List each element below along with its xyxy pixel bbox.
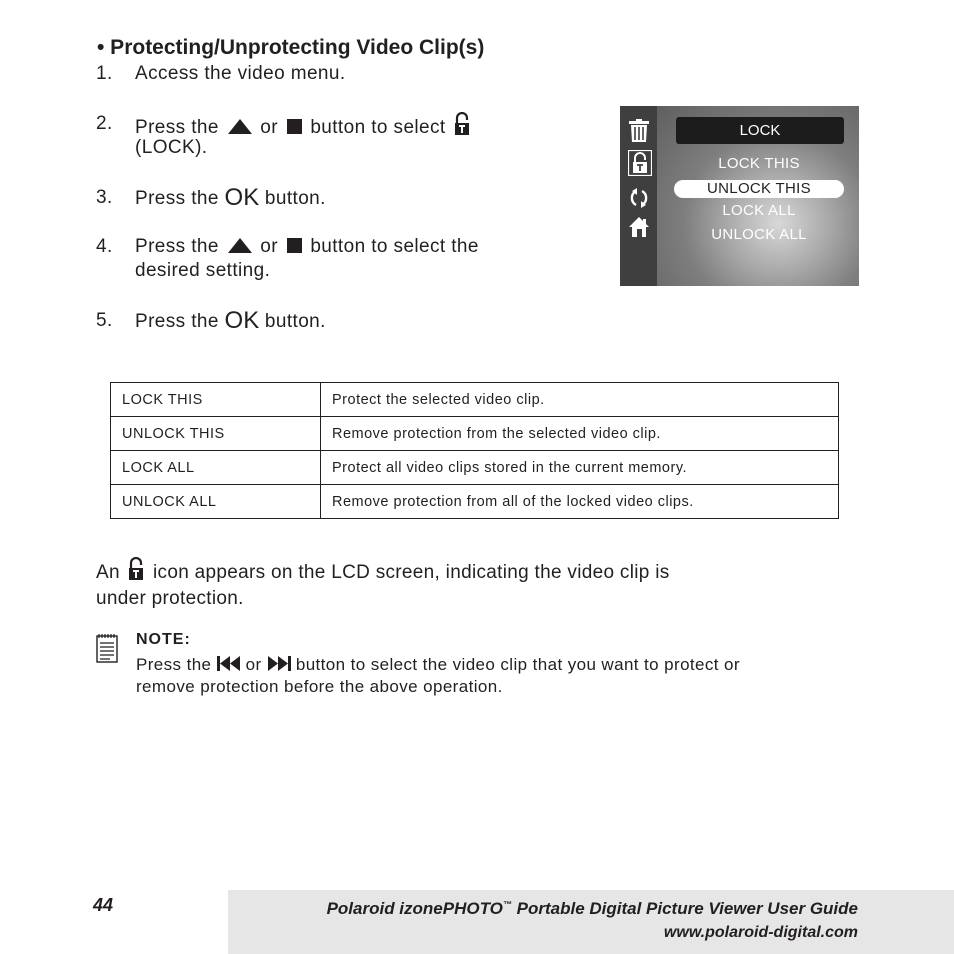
note-post: button to select the video clip that you want to protect or — [295, 655, 740, 674]
note-title: NOTE: — [136, 631, 191, 648]
step-text-or: or — [260, 236, 278, 257]
lock-icon — [628, 150, 652, 176]
option-cell: UNLOCK THIS — [111, 417, 321, 451]
step-text-post: button to select the — [310, 236, 479, 257]
step-number: 3. — [96, 187, 113, 208]
footer-title-pre: Polaroid izonePHOTO — [326, 899, 503, 918]
up-arrow-icon — [228, 238, 252, 253]
ok-button-label: OK — [224, 307, 260, 334]
home-icon — [628, 216, 650, 238]
step-text-post: button. — [264, 311, 326, 332]
lcd-menu-item-unlock-all: UNLOCK ALL — [711, 226, 807, 243]
note-icon — [96, 633, 118, 663]
options-table — [110, 382, 839, 519]
rotate-icon — [628, 188, 650, 208]
step-text-post: button. — [264, 188, 326, 209]
lcd-menu-item-lock-all: LOCK ALL — [722, 202, 796, 219]
up-arrow-icon — [228, 119, 252, 134]
note-line2: remove protection before the above operation. — [136, 677, 503, 696]
step-text: (LOCK). — [135, 137, 208, 158]
step-number: 4. — [96, 236, 113, 257]
option-cell: LOCK THIS — [111, 383, 321, 417]
step-text: desired setting. — [135, 260, 271, 281]
page-number: 44 — [93, 895, 114, 915]
note-body — [136, 654, 740, 698]
step-text-pre: Press the — [135, 117, 219, 138]
step-text-or: or — [260, 117, 278, 138]
description-cell: Remove protection from the selected video clip. — [321, 417, 839, 451]
description-cell: Protect all video clips stored in the current memory. — [321, 451, 839, 485]
table-row — [111, 417, 839, 451]
description-cell: Remove protection from all of the locked video clips. — [321, 485, 839, 519]
stop-button-icon — [287, 119, 302, 134]
table-row — [111, 383, 839, 417]
step-text-pre: Press the — [135, 236, 219, 257]
protection-paragraph — [96, 557, 670, 612]
step-number: 2. — [96, 113, 113, 134]
step-text: Access the video menu. — [135, 63, 346, 84]
lcd-screen — [620, 106, 859, 286]
stop-button-icon — [287, 238, 302, 253]
step-number: 5. — [96, 310, 113, 331]
lock-icon — [128, 557, 144, 581]
note-pre: Press the — [136, 655, 212, 674]
ok-button-label: OK — [224, 184, 260, 211]
lcd-sidebar — [620, 106, 657, 286]
description-cell: Protect the selected video clip. — [321, 383, 839, 417]
lcd-menu-item-lock-this: LOCK THIS — [718, 155, 800, 172]
previous-icon — [217, 656, 241, 671]
note-or: or — [245, 655, 262, 674]
paragraph-post: icon appears on the LCD screen, indicating the video clip is — [153, 562, 670, 583]
table-row — [111, 485, 839, 519]
step-number: 1. — [96, 63, 113, 84]
option-cell: LOCK ALL — [111, 451, 321, 485]
option-cell: UNLOCK ALL — [111, 485, 321, 519]
lock-icon — [454, 112, 470, 136]
next-icon — [267, 656, 291, 671]
footer-title-post: Portable Digital Picture Viewer User Guide — [511, 899, 858, 918]
trademark-symbol: ™ — [502, 899, 512, 910]
step-text-pre: Press the — [135, 188, 219, 209]
paragraph-pre: An — [96, 562, 120, 583]
paragraph-line2: under protection. — [96, 588, 244, 609]
step-text-post: button to select — [310, 117, 446, 138]
step-text-pre: Press the — [135, 311, 219, 332]
lcd-menu-item-unlock-this: UNLOCK THIS — [674, 180, 844, 198]
section-heading: • Protecting/Unprotecting Video Clip(s) — [97, 36, 485, 59]
table-row — [111, 451, 839, 485]
trash-icon — [628, 119, 650, 143]
lcd-menu-title: LOCK — [676, 117, 844, 144]
footer-title — [327, 899, 858, 919]
footer-url: www.polaroid-digital.com — [663, 924, 858, 941]
